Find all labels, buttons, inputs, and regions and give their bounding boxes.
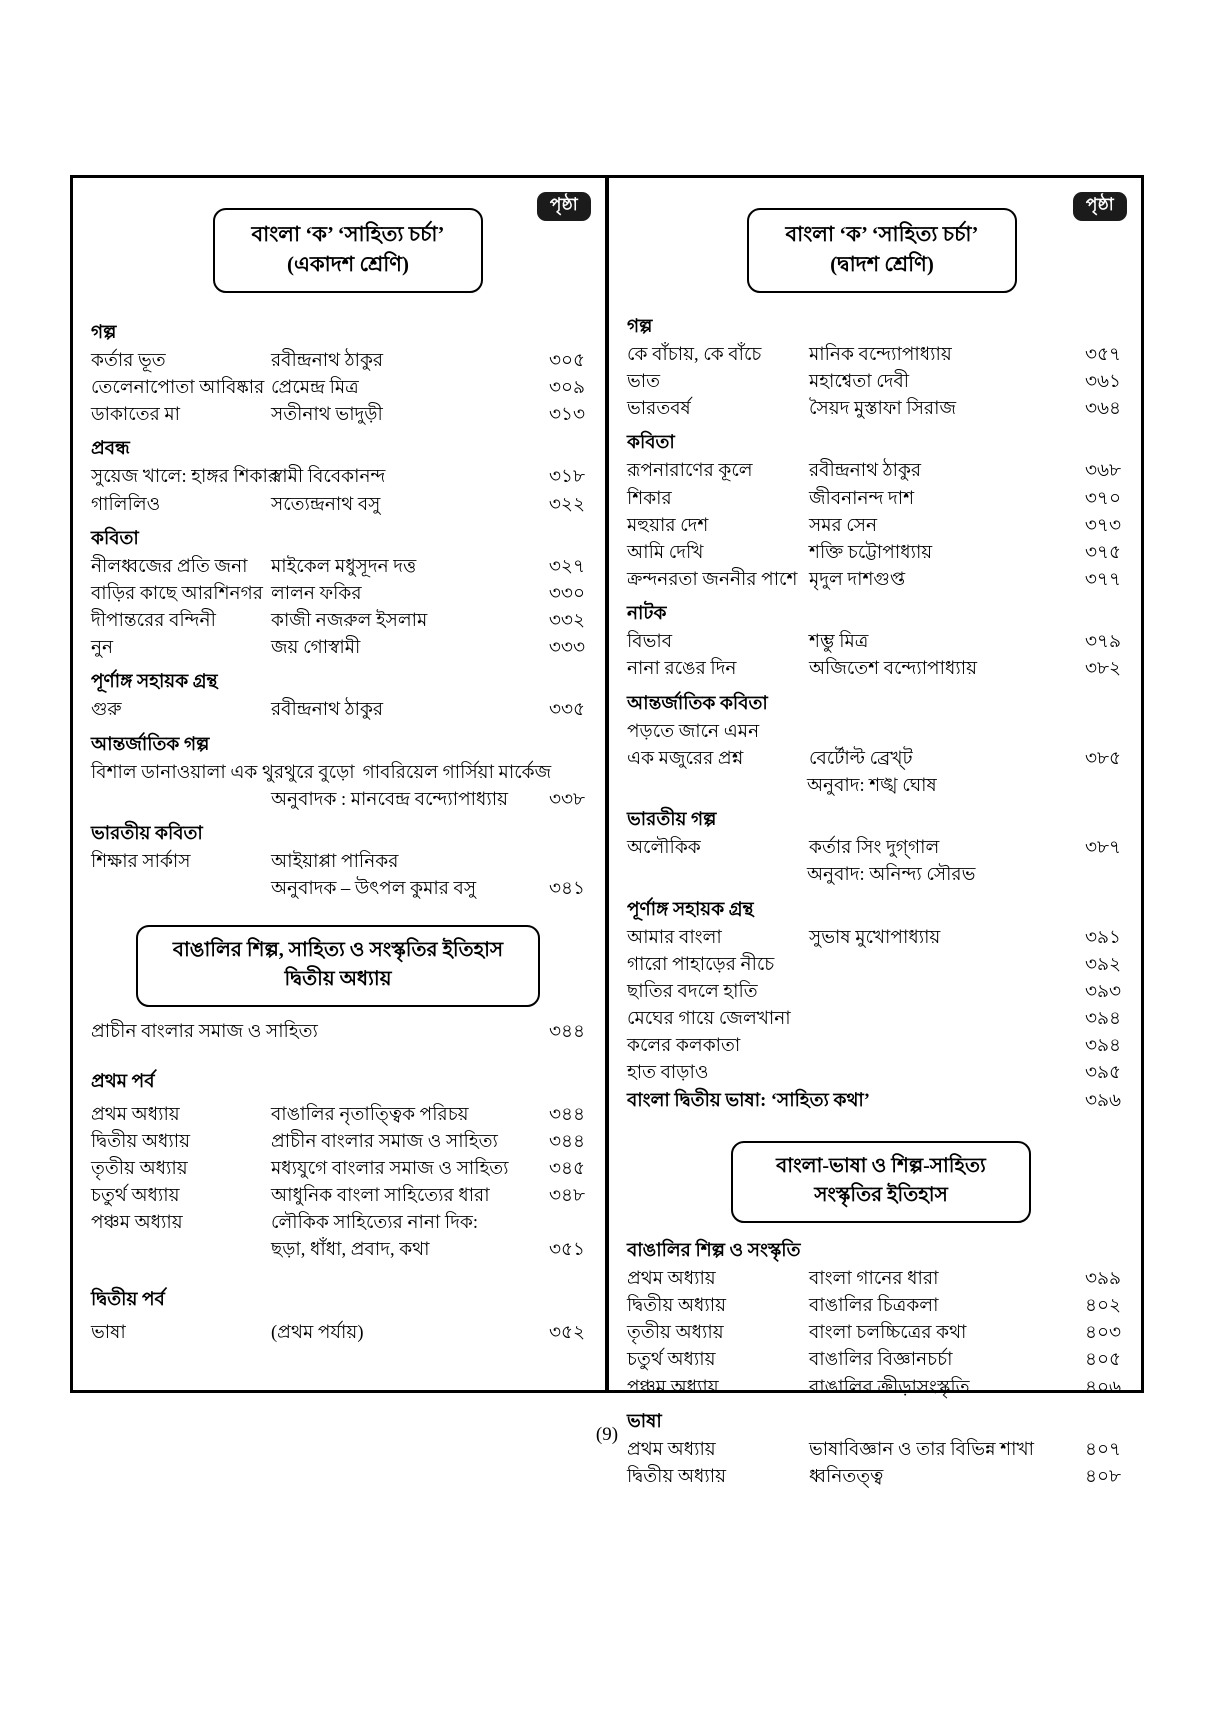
toc-row xyxy=(627,1320,1121,1347)
toc-row-author: অনুবাদক : মানবেন্দ্র বন্দ্যোপাধ্যায় xyxy=(271,789,508,810)
toc-row-title: দ্বিতীয় অধ্যায় xyxy=(627,1295,727,1316)
toc-row-title: চতুর্থ অধ্যায় xyxy=(91,1186,180,1207)
toc-row-author: লালন ফকির xyxy=(271,583,362,604)
toc-row xyxy=(627,567,1121,594)
toc-row xyxy=(627,1033,1121,1060)
part-label-2: দ্বিতীয় পর্ব xyxy=(91,1289,165,1310)
toc-row-title: পঞ্চম অধ্যায় xyxy=(627,1377,719,1398)
toc-rows-part2 xyxy=(91,1320,585,1347)
toc-row-page: ৩৪৮ xyxy=(548,1186,585,1207)
toc-section-heading: আন্তর্জাতিক কবিতা xyxy=(627,693,768,714)
toc-row xyxy=(91,608,585,635)
toc-sections-right xyxy=(627,315,1121,1088)
toc-sections-right-tail xyxy=(627,1239,1121,1491)
toc-row-author: সত্যেন্দ্রনাথ বসু xyxy=(271,494,381,515)
toc-section-heading: প্রবন্ধ xyxy=(91,439,130,460)
toc-row-title: বিশাল ডানাওয়ালা এক থুরথুরে বুড়ো xyxy=(91,762,355,783)
toc-row-author: অনুবাদক – উৎপল কুমার বসু xyxy=(271,879,477,900)
mid-title-line2: সংস্কৃতির ইতিহাস xyxy=(814,1183,948,1206)
toc-row-page: ৩৪৪ xyxy=(548,1104,585,1125)
toc-row xyxy=(627,396,1121,423)
toc-row-page: ৪০৫ xyxy=(1084,1350,1121,1371)
toc-row-title: দ্বিতীয় অধ্যায় xyxy=(627,1466,727,1487)
toc-row xyxy=(627,1060,1121,1087)
page-number-footer: (9) xyxy=(595,1424,619,1445)
toc-row-page: ৩১৩ xyxy=(548,405,585,426)
toc-row-author: ভাষাবিজ্ঞান ও তার বিভিন্ন শাখা xyxy=(809,1439,1035,1460)
toc-row-title: রূপনারাণের কূলে xyxy=(627,461,753,482)
toc-row-title: ছাতির বদলে হাতি xyxy=(627,981,758,1002)
toc-row-author: রবীন্দ্রনাথ ঠাকুর xyxy=(809,461,922,482)
toc-row-page: ৩০৫ xyxy=(548,350,585,371)
panel-title-box-left xyxy=(213,208,483,293)
panel-title-line1: বাংলা ‘ক’ ‘সাহিত্য চর্চা’ xyxy=(785,222,979,246)
toc-row-author: স্বামী বিবেকানন্দ xyxy=(271,467,386,488)
toc-row xyxy=(627,1375,1121,1402)
toc-row-title: প্রথম অধ্যায় xyxy=(91,1104,180,1125)
panel-title-line2: (একাদশ শ্রেণি) xyxy=(287,252,409,277)
toc-row-title: বাংলা দ্বিতীয় ভাষা: ‘সাহিত্য কথা’ xyxy=(627,1090,870,1111)
toc-row-page: ৩৬১ xyxy=(1084,372,1121,393)
toc-row-author: লৌকিক সাহিত্যের নানা দিক: xyxy=(271,1213,478,1234)
toc-row-title: এক মজুরের প্রশ্ন xyxy=(627,748,744,769)
toc-row-page: ৩২৭ xyxy=(548,556,585,577)
toc-row-page: ৩২২ xyxy=(548,494,585,515)
toc-panel-right xyxy=(607,175,1144,1487)
toc-section-heading: গল্প xyxy=(91,322,117,343)
toc-row-author: সৈয়দ মুস্তাফা সিরাজ xyxy=(809,399,957,420)
toc-row-page: ৩৯২ xyxy=(1084,954,1121,975)
toc-row xyxy=(91,1183,585,1210)
toc-row-author: মধ্যযুগে বাংলার সমাজ ও সাহিত্য xyxy=(271,1158,509,1179)
toc-row-title: দ্বিতীয় অধ্যায় xyxy=(91,1131,191,1152)
toc-row-page: ৩৬৮ xyxy=(1084,461,1121,482)
toc-row xyxy=(627,513,1121,540)
toc-row-author: বের্টোল্ট ব্রেখ্ট xyxy=(809,748,913,769)
mid-title-line1: বাঙালির শিল্প, সাহিত্য ও সংস্কৃতির ইতিহাস xyxy=(172,939,504,962)
toc-row-title: প্রথম অধ্যায় xyxy=(627,1268,716,1289)
toc-row xyxy=(627,458,1121,485)
toc-row-page: ৩৩৫ xyxy=(548,700,585,721)
toc-panels xyxy=(70,175,1144,1487)
toc-row-title: দীপান্তরের বন্দিনী xyxy=(91,611,216,632)
toc-row-title: ক্রন্দনরতা জননীর পাশে xyxy=(627,570,798,591)
toc-row xyxy=(91,635,585,662)
mid-title-box-right xyxy=(731,1141,1031,1223)
toc-row-title: ডাকাতের মা xyxy=(91,405,181,426)
mid-title-line1: বাংলা-ভাষা ও শিল্প-সাহিত্য xyxy=(776,1154,986,1177)
toc-row-title: আমি দেখি xyxy=(627,542,704,563)
toc-row-title: গারো পাহাড়ের নীচে xyxy=(627,954,775,975)
toc-row-author: বাংলা চলচ্চিত্রের কথা xyxy=(809,1323,967,1344)
toc-row-author: ছড়া, ধাঁধা, প্রবাদ, কথা xyxy=(271,1240,430,1261)
toc-row-author: বাঙালির ক্রীড়াসংস্কৃতি xyxy=(809,1377,970,1398)
toc-row xyxy=(627,952,1121,979)
toc-row-page: ৩৫৭ xyxy=(1084,344,1121,365)
toc-row-title: শিকার xyxy=(627,488,672,509)
toc-row xyxy=(91,849,585,876)
toc-row-page: ৩৯৫ xyxy=(1084,1063,1121,1084)
toc-row-author: বাঙালির বিজ্ঞানচর্চা xyxy=(809,1350,953,1371)
toc-row-author: প্রেমেন্দ্র মিত্র xyxy=(271,378,359,399)
toc-row-title: প্রথম অধ্যায় xyxy=(627,1439,716,1460)
toc-row-page: ৪০৩ xyxy=(1084,1323,1121,1344)
toc-row xyxy=(91,464,585,491)
toc-row-author: প্রাচীন বাংলার সমাজ ও সাহিত্য xyxy=(271,1131,498,1152)
toc-row xyxy=(627,746,1121,773)
toc-row xyxy=(627,342,1121,369)
toc-sections-left xyxy=(91,321,585,903)
toc-row-author: গাবরিয়েল গার্সিয়া মার্কেজ xyxy=(362,762,552,783)
toc-row-author: মহাশ্বেতা দেবী xyxy=(809,372,910,393)
toc-row xyxy=(91,348,585,375)
toc-row-author: আধুনিক বাংলা সাহিত্যের ধারা xyxy=(271,1186,490,1207)
toc-row-page: ৩৯৪ xyxy=(1084,1036,1121,1057)
toc-row xyxy=(627,1464,1121,1491)
toc-row xyxy=(627,1347,1121,1374)
toc-row xyxy=(627,773,1121,800)
toc-row-page: ৩৩৩ xyxy=(548,638,585,659)
toc-row-title: চতুর্থ অধ্যায় xyxy=(627,1350,716,1371)
toc-row xyxy=(91,402,585,429)
toc-row-author: ধ্বনিতত্ত্ব xyxy=(809,1466,884,1487)
toc-row xyxy=(91,697,585,724)
toc-row-page: ৩৭৩ xyxy=(1084,515,1121,536)
toc-row-title: ভাত xyxy=(627,372,661,393)
toc-row-title: ভাষা xyxy=(91,1322,126,1343)
toc-row-author: সমর সেন xyxy=(809,515,878,536)
panel-title-line2: (দ্বাদশ শ্রেণি) xyxy=(830,252,934,277)
toc-row-after-box xyxy=(91,1019,585,1046)
toc-row xyxy=(627,1293,1121,1320)
toc-section-heading: ভাষা xyxy=(627,1411,662,1432)
toc-row-author: বাঙালির নৃতাত্ত্বিক পরিচয় xyxy=(271,1104,469,1125)
toc-row-page: ৩৯১ xyxy=(1084,927,1121,948)
page-column-badge-right: পৃষ্ঠা xyxy=(1073,192,1127,221)
toc-row-page: ৩৯৯ xyxy=(1084,1268,1121,1289)
toc-rows-part1 xyxy=(91,1102,585,1265)
toc-row-title: বাড়ির কাছে আরশিনগর xyxy=(91,583,263,604)
toc-row-title: পঞ্চম অধ্যায় xyxy=(91,1213,183,1234)
toc-row-title: মেঘের গায়ে জেলখানা xyxy=(627,1009,791,1030)
toc-row-title: অলৌকিক xyxy=(627,838,701,859)
toc-row-author: রবীন্দ্রনাথ ঠাকুর xyxy=(271,700,384,721)
toc-row xyxy=(91,1102,585,1129)
toc-row-author: অনুবাদ: শঙ্খ ঘোষ xyxy=(807,776,937,796)
toc-row-title: গুরু xyxy=(91,700,122,721)
toc-row-title: বিভাব xyxy=(627,632,673,653)
toc-row-title: ভারতবর্ষ xyxy=(627,399,691,420)
toc-row-page: ৪০২ xyxy=(1084,1295,1121,1316)
toc-row-page: ৩১৮ xyxy=(548,467,585,488)
panel-title-box-right xyxy=(747,208,1017,293)
toc-row xyxy=(91,1320,585,1347)
toc-row xyxy=(627,1006,1121,1033)
toc-section-heading: নাটক xyxy=(627,604,667,625)
toc-row-author: মৃদুল দাশগুপ্ত xyxy=(809,570,906,591)
toc-row-title: আমার বাংলা xyxy=(627,927,722,948)
toc-row-title: নানা রঙের দিন xyxy=(627,659,737,680)
toc-row-page: ৩৮২ xyxy=(1084,659,1121,680)
toc-row-title: শিক্ষার সার্কাস xyxy=(91,851,191,872)
toc-row-title: তৃতীয় অধ্যায় xyxy=(91,1158,188,1179)
toc-row-author: মাইকেল মধুসূদন দত্ত xyxy=(271,556,417,577)
toc-row-page: ৩৩২ xyxy=(548,611,585,632)
toc-row-page: ৩৩০ xyxy=(548,583,585,604)
toc-row xyxy=(627,835,1121,862)
toc-row xyxy=(91,554,585,581)
toc-row-title: নুন xyxy=(91,638,114,659)
toc-row-author: (প্রথম পর্যায়) xyxy=(271,1322,364,1343)
panel-title-line1: বাংলা ‘ক’ ‘সাহিত্য চর্চা’ xyxy=(251,222,445,246)
toc-row-title: তেলেনাপোতা আবিষ্কার xyxy=(91,378,265,399)
toc-section-heading: কবিতা xyxy=(627,433,675,454)
toc-row xyxy=(91,492,585,519)
page-column-badge-left: পৃষ্ঠা xyxy=(537,192,591,221)
toc-row xyxy=(91,787,585,814)
toc-section-heading: ভারতীয় গল্প xyxy=(627,810,717,831)
toc-row xyxy=(627,369,1121,396)
toc-row-page: ৩৭৫ xyxy=(1084,542,1121,563)
toc-row xyxy=(91,876,585,903)
toc-row xyxy=(627,1266,1121,1293)
toc-row xyxy=(91,1156,585,1183)
toc-row xyxy=(627,486,1121,513)
toc-row xyxy=(91,1210,585,1237)
toc-row xyxy=(627,862,1121,889)
toc-row-page: ৩৪৪ xyxy=(548,1131,585,1152)
toc-row-author: সুভাষ মুখোপাধ্যায় xyxy=(809,927,941,948)
toc-row xyxy=(627,979,1121,1006)
toc-row-page: ৪০৬ xyxy=(1084,1377,1121,1398)
toc-row-page: ৩৪১ xyxy=(548,879,585,900)
toc-panel-left xyxy=(70,175,607,1393)
toc-row-page: ৪০৭ xyxy=(1084,1439,1121,1460)
toc-row-page: ৩৯৬ xyxy=(1084,1090,1121,1111)
toc-section-heading: আন্তর্জাতিক গল্প xyxy=(91,734,210,755)
toc-row-title: পড়তে জানে এমন xyxy=(627,721,760,742)
toc-row-page: ৪০৮ xyxy=(1084,1466,1121,1487)
toc-row-page: ৩৭৭ xyxy=(1084,570,1121,591)
toc-row-page: ৩৯৪ xyxy=(1084,1009,1121,1030)
toc-section-heading: গল্প xyxy=(627,316,653,337)
toc-row xyxy=(91,581,585,608)
toc-row xyxy=(627,719,1121,746)
toc-row-author: কাজী নজরুল ইসলাম xyxy=(271,611,428,632)
toc-row-author: সতীনাথ ভাদুড়ী xyxy=(271,405,383,426)
toc-row-title: সুয়েজ খালে: হাঙ্গর শিকার xyxy=(91,467,279,488)
toc-row-page: ৩৫২ xyxy=(548,1322,585,1343)
toc-row xyxy=(91,760,585,787)
toc-row-title: কর্তার ভূত xyxy=(91,350,166,371)
toc-row-title: নীলধ্বজের প্রতি জনা xyxy=(91,556,248,577)
toc-section-heading: পূর্ণাঙ্গ সহায়ক গ্রন্থ xyxy=(91,672,218,693)
toc-row-author: অনুবাদ: অনিন্দ্য সৌরভ xyxy=(807,865,976,886)
toc-row-title: প্রাচীন বাংলার সমাজ ও সাহিত্য xyxy=(91,1022,318,1043)
toc-row-author: অজিতেশ বন্দ্যোপাধ্যায় xyxy=(809,659,977,680)
toc-row-author: জয় গোস্বামী xyxy=(271,638,361,659)
toc-row xyxy=(627,629,1121,656)
toc-row-author: শক্তি চট্টোপাধ্যায় xyxy=(809,542,933,563)
toc-row-author: রবীন্দ্রনাথ ঠাকুর xyxy=(271,350,384,371)
toc-row-page: ৩৯৩ xyxy=(1084,981,1121,1002)
mid-title-line2: দ্বিতীয় অধ্যায় xyxy=(284,968,392,991)
toc-row-title: গালিলিও xyxy=(91,494,161,515)
mid-title-box-left xyxy=(136,925,540,1007)
toc-row xyxy=(627,925,1121,952)
toc-row-author: জীবনানন্দ দাশ xyxy=(809,488,915,509)
toc-row-page: ৩৮৫ xyxy=(1084,748,1121,769)
toc-row-author: শম্ভু মিত্র xyxy=(809,632,869,653)
toc-row-title: কে বাঁচায়, কে বাঁচে xyxy=(627,344,762,365)
toc-row-author: বাঙালির চিত্রকলা xyxy=(809,1295,939,1316)
toc-row-bold-second-language xyxy=(627,1088,1121,1115)
toc-row-page: ৩৭৯ xyxy=(1084,632,1121,653)
toc-row-page: ৩৫১ xyxy=(548,1240,585,1261)
toc-row-page: ৩৮৭ xyxy=(1084,838,1121,859)
toc-row-author: কর্তার সিং দুগ্‌গাল xyxy=(809,838,940,859)
toc-row-title: কলের কলকাতা xyxy=(627,1036,741,1057)
toc-row xyxy=(91,375,585,402)
toc-row-title: হাত বাড়াও xyxy=(627,1063,709,1084)
toc-row-author: আইয়াপ্পা পানিকর xyxy=(271,851,399,872)
toc-row-page: ৩৪৫ xyxy=(548,1158,585,1179)
toc-section-heading: বাঙালির শিল্প ও সংস্কৃতি xyxy=(627,1240,801,1261)
toc-row xyxy=(627,540,1121,567)
toc-row-title: তৃতীয় অধ্যায় xyxy=(627,1323,724,1344)
toc-row xyxy=(91,1129,585,1156)
toc-row-page: ৩৭০ xyxy=(1084,488,1121,509)
toc-section-heading: ভারতীয় কবিতা xyxy=(91,823,203,844)
toc-row-author: মানিক বন্দ্যোপাধ্যায় xyxy=(809,344,952,365)
part-label-1: প্রথম পর্ব xyxy=(91,1071,155,1092)
toc-row-page: ৩৩৮ xyxy=(548,789,585,810)
toc-row-author: বাংলা গানের ধারা xyxy=(809,1268,939,1289)
toc-row xyxy=(627,656,1121,683)
toc-section-heading: পূর্ণাঙ্গ সহায়ক গ্রন্থ xyxy=(627,899,754,920)
toc-row-page: ৩০৯ xyxy=(548,378,585,399)
toc-row-title: মহুয়ার দেশ xyxy=(627,515,709,536)
toc-row-page: ৩৬৪ xyxy=(1084,399,1121,420)
toc-section-heading: কবিতা xyxy=(91,528,139,549)
toc-row-page: ৩৪৪ xyxy=(548,1022,585,1043)
toc-row xyxy=(91,1237,585,1264)
